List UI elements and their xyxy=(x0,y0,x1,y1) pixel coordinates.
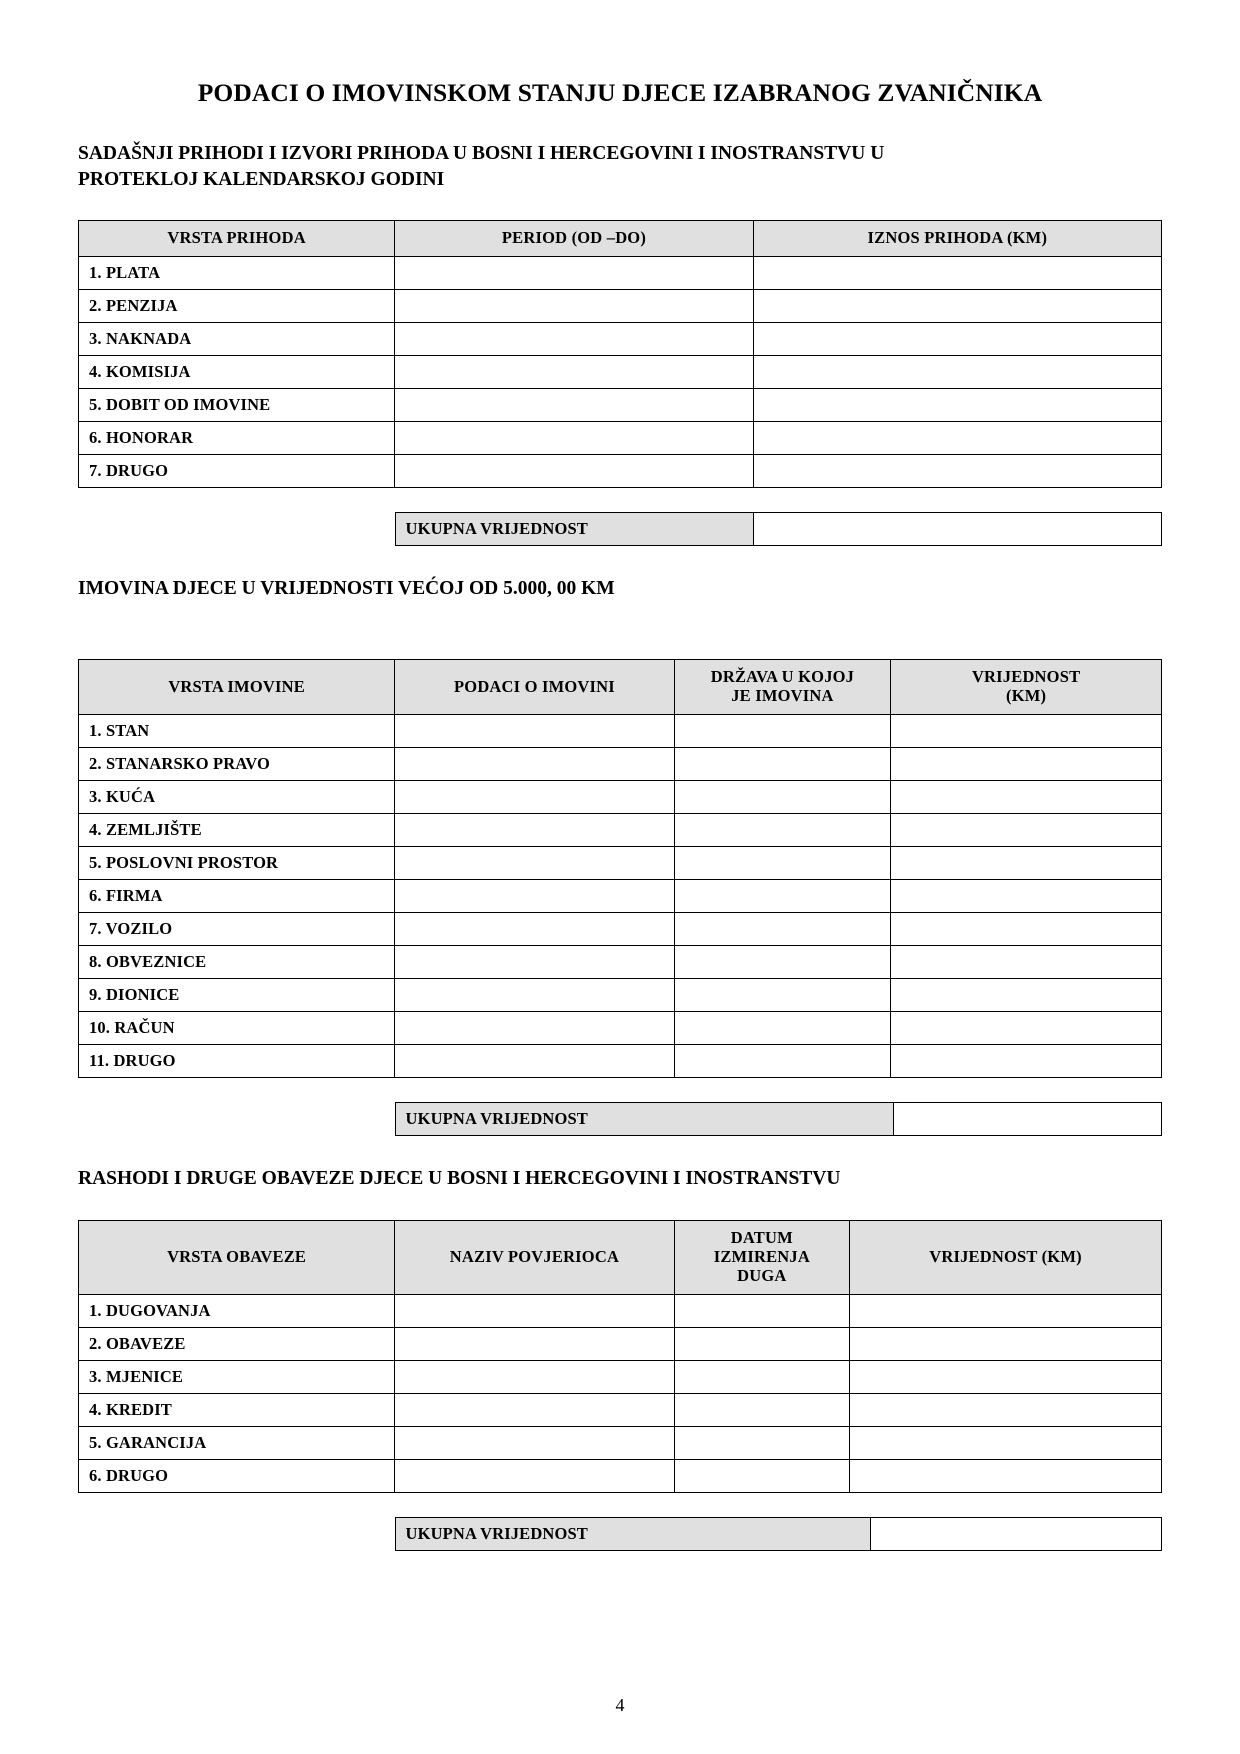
income-row-period-cell[interactable] xyxy=(395,322,753,355)
liabilities-row-creditor-cell[interactable] xyxy=(395,1327,674,1360)
liabilities-col-type: VRSTA OBAVEZE xyxy=(79,1220,395,1294)
property-total-label: UKUPNA VRIJEDNOST xyxy=(395,1103,893,1136)
property-row-label: 3. KUĆA xyxy=(79,781,395,814)
liabilities-row-creditor-cell[interactable] xyxy=(395,1294,674,1327)
table-row xyxy=(79,913,1162,946)
table-row xyxy=(79,1327,1162,1360)
liabilities-col-value: VRIJEDNOST (KM) xyxy=(850,1220,1162,1294)
property-row-country-cell[interactable] xyxy=(674,1045,891,1078)
table-row xyxy=(79,1459,1162,1492)
property-row-data-cell[interactable] xyxy=(395,847,674,880)
table-row xyxy=(79,781,1162,814)
property-total-row xyxy=(395,1103,1161,1136)
property-row-country-cell[interactable] xyxy=(674,748,891,781)
property-row-value-cell[interactable] xyxy=(891,946,1162,979)
liabilities-row-value-cell[interactable] xyxy=(850,1327,1162,1360)
property-col-data: PODACI O IMOVINI xyxy=(395,660,674,715)
liabilities-total-table xyxy=(395,1517,1162,1551)
table-row xyxy=(79,946,1162,979)
property-row-data-cell[interactable] xyxy=(395,880,674,913)
income-row-label: 5. DOBIT OD IMOVINE xyxy=(79,388,395,421)
property-table xyxy=(78,659,1162,1078)
property-row-value-cell[interactable] xyxy=(891,748,1162,781)
liabilities-row-label: 4. KREDIT xyxy=(79,1393,395,1426)
liabilities-total-value[interactable] xyxy=(870,1517,1161,1550)
income-row-label: 4. KOMISIJA xyxy=(79,355,395,388)
income-row-period-cell[interactable] xyxy=(395,388,753,421)
property-row-label: 8. OBVEZNICE xyxy=(79,946,395,979)
property-row-value-cell[interactable] xyxy=(891,715,1162,748)
property-row-label: 10. RAČUN xyxy=(79,1012,395,1045)
page-title: PODACI O IMOVINSKOM STANJU DJECE IZABRANOG ZVANIČNIKA xyxy=(197,78,1043,107)
section-heading-income-line1: SADAŠNJI PRIHODI I IZVORI PRIHODA U BOSNI I HERCEGOVINI I INOSTRANSTVU U xyxy=(78,143,885,165)
income-row-amount-cell[interactable] xyxy=(753,256,1161,289)
section-heading-property-text: IMOVINA DJECE U VRIJEDNOSTI VEĆOJ OD 5.000, 00 KM xyxy=(78,577,615,599)
liabilities-col-date-line1: DATUM xyxy=(730,1227,793,1247)
table-row xyxy=(79,454,1162,487)
property-row-country-cell[interactable] xyxy=(674,1012,891,1045)
property-row-country-cell[interactable] xyxy=(674,979,891,1012)
liabilities-row-label: 2. OBAVEZE xyxy=(79,1327,395,1360)
property-row-country-cell[interactable] xyxy=(674,781,891,814)
property-row-value-cell[interactable] xyxy=(891,1045,1162,1078)
liabilities-row-label: 6. DRUGO xyxy=(79,1459,395,1492)
property-row-label: 5. POSLOVNI PROSTOR xyxy=(79,847,395,880)
liabilities-row-value-cell[interactable] xyxy=(850,1294,1162,1327)
income-row-amount-cell[interactable] xyxy=(753,388,1161,421)
income-col-type: VRSTA PRIHODA xyxy=(79,221,395,257)
liabilities-col-date-line3: DUGA xyxy=(737,1265,787,1285)
income-row-amount-cell[interactable] xyxy=(753,322,1161,355)
income-row-label: 7. DRUGO xyxy=(79,454,395,487)
liabilities-row-value-cell[interactable] xyxy=(850,1426,1162,1459)
income-row-label: 2. PENZIJA xyxy=(79,289,395,322)
liabilities-row-date-cell[interactable] xyxy=(674,1393,849,1426)
table-row xyxy=(79,322,1162,355)
income-total-table xyxy=(395,512,1162,546)
property-row-data-cell[interactable] xyxy=(395,979,674,1012)
table-row xyxy=(79,1294,1162,1327)
liabilities-row-creditor-cell[interactable] xyxy=(395,1393,674,1426)
property-row-data-cell[interactable] xyxy=(395,814,674,847)
income-table xyxy=(78,220,1162,488)
property-row-data-cell[interactable] xyxy=(395,715,674,748)
liabilities-row-date-cell[interactable] xyxy=(674,1327,849,1360)
property-row-label: 11. DRUGO xyxy=(79,1045,395,1078)
section-heading-income xyxy=(78,141,1162,192)
table-row xyxy=(79,256,1162,289)
table-row xyxy=(79,1012,1162,1045)
table-row xyxy=(79,289,1162,322)
property-row-label: 4. ZEMLJIŠTE xyxy=(79,814,395,847)
property-row-value-cell[interactable] xyxy=(891,979,1162,1012)
liabilities-col-creditor: NAZIV POVJERIOCA xyxy=(395,1220,674,1294)
property-col-value-line1: VRIJEDNOST xyxy=(971,667,1081,687)
liabilities-col-date xyxy=(674,1220,849,1294)
income-row-amount-cell[interactable] xyxy=(753,289,1161,322)
property-row-value-cell[interactable] xyxy=(891,1012,1162,1045)
liabilities-row-date-cell[interactable] xyxy=(674,1426,849,1459)
liabilities-col-date-line2: IZMIRENJA xyxy=(713,1246,810,1266)
property-row-value-cell[interactable] xyxy=(891,781,1162,814)
liabilities-row-value-cell[interactable] xyxy=(850,1393,1162,1426)
property-row-country-cell[interactable] xyxy=(674,880,891,913)
table-row xyxy=(79,814,1162,847)
income-col-amount: IZNOS PRIHODA (KM) xyxy=(753,221,1161,257)
property-row-label: 7. VOZILO xyxy=(79,913,395,946)
table-row xyxy=(79,355,1162,388)
property-total-table xyxy=(395,1102,1162,1136)
table-row xyxy=(79,979,1162,1012)
section-heading-income-line2: PROTEKLOJ KALENDARSKOJ GODINI xyxy=(78,168,445,190)
section-heading-property xyxy=(78,576,1162,601)
table-row xyxy=(79,388,1162,421)
income-total-label: UKUPNA VRIJEDNOST xyxy=(395,512,754,545)
income-row-amount-cell[interactable] xyxy=(753,454,1161,487)
income-table-header-row xyxy=(79,221,1162,257)
liabilities-row-label: 1. DUGOVANJA xyxy=(79,1294,395,1327)
property-row-label: 6. FIRMA xyxy=(79,880,395,913)
income-row-amount-cell[interactable] xyxy=(753,355,1161,388)
income-row-period-cell[interactable] xyxy=(395,289,753,322)
liabilities-row-creditor-cell[interactable] xyxy=(395,1360,674,1393)
section-heading-liabilities-text: RASHODI I DRUGE OBAVEZE DJECE U BOSNI I HERCEGOVINI I INOSTRANSTVU xyxy=(78,1168,841,1190)
table-row xyxy=(79,847,1162,880)
property-row-label: 9. DIONICE xyxy=(79,979,395,1012)
table-row xyxy=(79,880,1162,913)
table-row xyxy=(79,421,1162,454)
property-row-data-cell[interactable] xyxy=(395,748,674,781)
property-col-country xyxy=(674,660,891,715)
property-col-country-line1: DRŽAVA U KOJOJ xyxy=(710,667,855,687)
property-row-data-cell[interactable] xyxy=(395,1045,674,1078)
table-row xyxy=(79,1426,1162,1459)
liabilities-row-label: 3. MJENICE xyxy=(79,1360,395,1393)
property-row-label: 2. STANARSKO PRAVO xyxy=(79,748,395,781)
section-heading-liabilities xyxy=(78,1166,1162,1191)
income-col-period: PERIOD (OD –DO) xyxy=(395,221,753,257)
income-total-value[interactable] xyxy=(754,512,1162,545)
income-row-label: 1. PLATA xyxy=(79,256,395,289)
liabilities-row-value-cell[interactable] xyxy=(850,1459,1162,1492)
income-row-amount-cell[interactable] xyxy=(753,421,1161,454)
liabilities-row-label: 5. GARANCIJA xyxy=(79,1426,395,1459)
liabilities-total-row xyxy=(395,1517,1161,1550)
property-row-value-cell[interactable] xyxy=(891,814,1162,847)
table-row xyxy=(79,1360,1162,1393)
income-row-label: 6. HONORAR xyxy=(79,421,395,454)
income-row-period-cell[interactable] xyxy=(395,421,753,454)
liabilities-row-date-cell[interactable] xyxy=(674,1294,849,1327)
property-row-country-cell[interactable] xyxy=(674,913,891,946)
property-row-data-cell[interactable] xyxy=(395,1012,674,1045)
liabilities-row-creditor-cell[interactable] xyxy=(395,1459,674,1492)
liabilities-table-header-row xyxy=(79,1220,1162,1294)
property-row-label: 1. STAN xyxy=(79,715,395,748)
property-row-value-cell[interactable] xyxy=(891,880,1162,913)
property-row-value-cell[interactable] xyxy=(891,847,1162,880)
property-col-type: VRSTA IMOVINE xyxy=(79,660,395,715)
property-row-data-cell[interactable] xyxy=(395,946,674,979)
liabilities-row-date-cell[interactable] xyxy=(674,1459,849,1492)
table-row xyxy=(79,748,1162,781)
table-row xyxy=(79,1393,1162,1426)
property-col-value xyxy=(891,660,1162,715)
income-row-period-cell[interactable] xyxy=(395,454,753,487)
property-row-data-cell[interactable] xyxy=(395,913,674,946)
income-total-row xyxy=(395,512,1161,545)
property-table-header-row xyxy=(79,660,1162,715)
income-row-period-cell[interactable] xyxy=(395,256,753,289)
property-row-country-cell[interactable] xyxy=(674,946,891,979)
property-col-value-line2: (KM) xyxy=(1006,686,1047,706)
page-number: 4 xyxy=(615,1695,625,1715)
liabilities-total-label: UKUPNA VRIJEDNOST xyxy=(395,1517,870,1550)
income-row-period-cell[interactable] xyxy=(395,355,753,388)
income-row-label: 3. NAKNADA xyxy=(79,322,395,355)
property-row-country-cell[interactable] xyxy=(674,715,891,748)
liabilities-row-date-cell[interactable] xyxy=(674,1360,849,1393)
liabilities-row-value-cell[interactable] xyxy=(850,1360,1162,1393)
property-row-country-cell[interactable] xyxy=(674,847,891,880)
liabilities-row-creditor-cell[interactable] xyxy=(395,1426,674,1459)
property-row-data-cell[interactable] xyxy=(395,781,674,814)
liabilities-table xyxy=(78,1220,1162,1493)
table-row xyxy=(79,715,1162,748)
property-col-country-line2: JE IMOVINA xyxy=(731,686,834,706)
property-total-value[interactable] xyxy=(893,1103,1161,1136)
property-row-value-cell[interactable] xyxy=(891,913,1162,946)
property-row-country-cell[interactable] xyxy=(674,814,891,847)
table-row xyxy=(79,1045,1162,1078)
